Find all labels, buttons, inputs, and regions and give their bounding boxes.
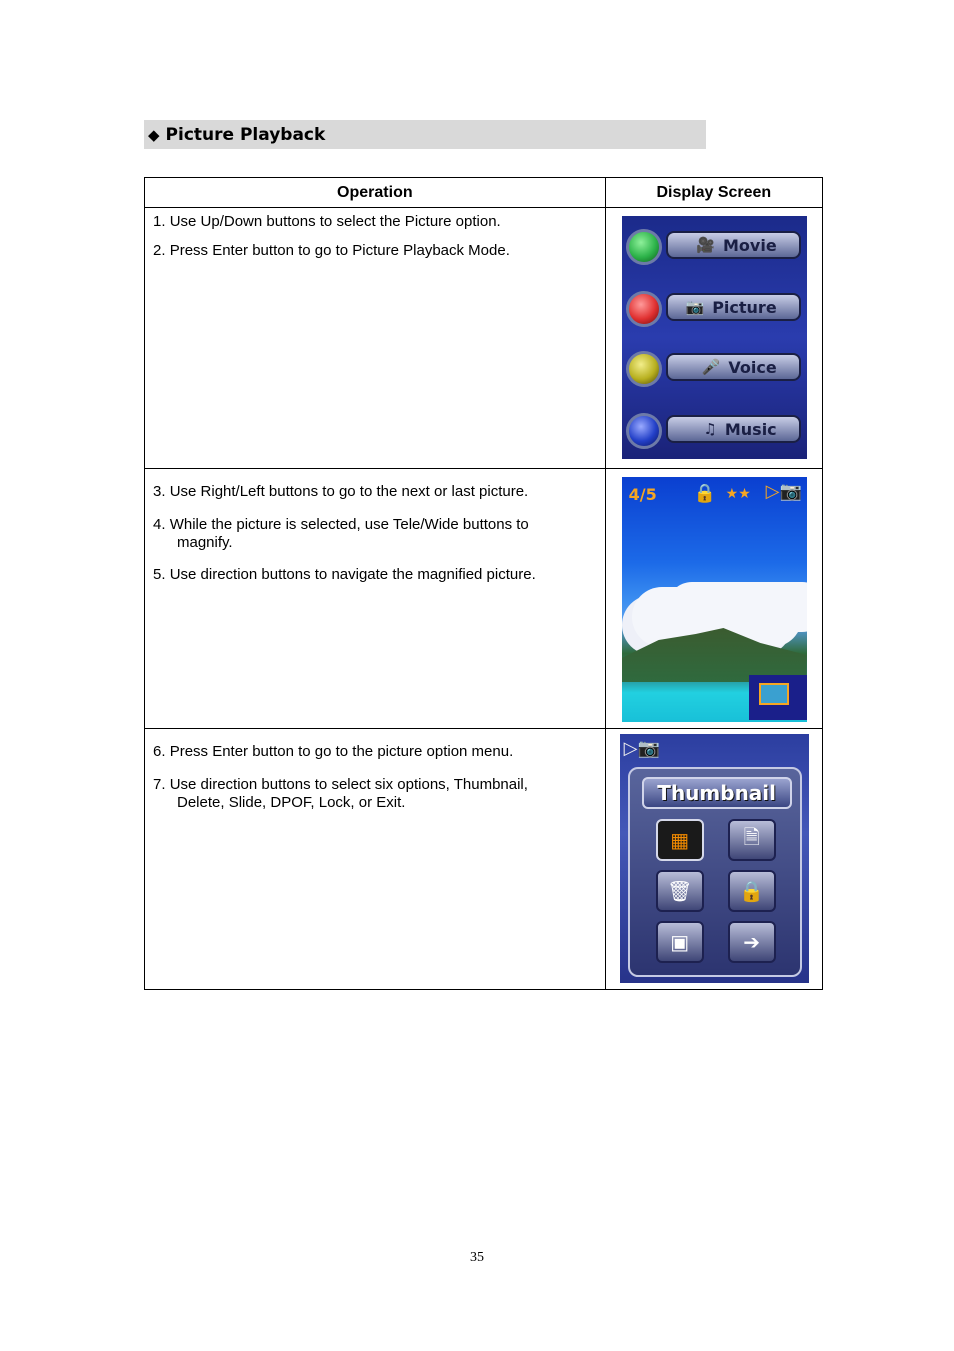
step-item: 7. Use direction buttons to select six options, Thumbnail, Delete, Slide, DPOF, Lock, or Exit.: [153, 776, 528, 811]
menu-label: Picture: [712, 297, 777, 317]
table-row: [145, 469, 823, 729]
menu-label: Music: [724, 419, 777, 439]
slideshow-icon: ▣: [670, 931, 690, 954]
menu-item-movie: [622, 221, 807, 267]
playback-mode-icon: ▷📷: [765, 481, 802, 501]
operation-cell: [145, 469, 606, 729]
option-title: Thumbnail: [642, 777, 792, 809]
lock-icon: 🔒: [739, 880, 765, 903]
status-ball-icon: [626, 291, 662, 327]
option-panel: [628, 767, 802, 977]
option-delete[interactable]: [656, 870, 704, 912]
picture-counter: 4/5: [628, 485, 657, 504]
step-item: 3. Use Right/Left buttons to go to the next or last picture.: [153, 483, 529, 500]
option-exit[interactable]: [728, 921, 776, 963]
camera-icon: 📷: [685, 298, 705, 316]
menu-item-voice: [622, 343, 807, 389]
microphone-icon: 🎤: [701, 358, 721, 376]
option-thumbnail[interactable]: [656, 819, 704, 861]
mode-menu-screen: [622, 216, 807, 459]
menu-item-picture: [622, 283, 807, 329]
status-ball-icon: [626, 413, 662, 449]
table-row: [145, 208, 823, 469]
menu-item-music: [622, 405, 807, 451]
display-screen-cell: [605, 208, 822, 469]
status-ball-icon: [626, 229, 662, 265]
step-item: 1. Use Up/Down buttons to select the Picture option.: [153, 213, 501, 230]
display-screen-cell: [605, 469, 822, 729]
header-display-screen: Display Screen: [605, 178, 822, 208]
operation-cell: [145, 729, 606, 990]
film-camera-icon: 🎥: [696, 236, 715, 254]
zoom-navigator: [749, 675, 807, 720]
header-operation: Operation: [145, 178, 606, 208]
table-header-row: [145, 178, 823, 208]
step-item: 5. Use direction buttons to navigate the magnified picture.: [153, 566, 536, 583]
lock-icon: 🔒: [693, 483, 717, 503]
playback-mode-icon: ▷📷: [623, 738, 660, 758]
diamond-bullet-icon: ◆: [148, 125, 160, 144]
dpof-stars-icon: ★★: [725, 485, 751, 501]
operation-table: [144, 177, 823, 990]
table-row: [145, 729, 823, 990]
step-item: 2. Press Enter button to go to Picture Playback Mode.: [153, 242, 510, 259]
thumbnail-grid-icon: ▦: [670, 829, 690, 852]
section-heading: [144, 120, 706, 149]
picture-playback-screen: [622, 477, 807, 722]
step-item: 4. While the picture is selected, use Tele/Wide buttons to magnify.: [153, 516, 529, 551]
display-screen-cell: [605, 729, 822, 990]
dpof-icon: 🗎: [743, 827, 760, 849]
operation-cell: [145, 208, 606, 469]
zoom-viewport-frame: [759, 683, 789, 705]
menu-label: Voice: [728, 357, 777, 377]
music-note-icon: ♫: [703, 420, 717, 438]
exit-door-icon: ➔: [743, 931, 761, 954]
section-title: Picture Playback: [165, 124, 326, 145]
option-lock[interactable]: [728, 870, 776, 912]
option-slide[interactable]: [656, 921, 704, 963]
step-item: 6. Press Enter button to go to the picture option menu.: [153, 743, 514, 760]
status-ball-icon: [626, 351, 662, 387]
picture-option-menu-screen: [620, 734, 809, 983]
page-number: 35: [470, 1250, 484, 1265]
menu-label: Movie: [722, 235, 777, 255]
option-dpof[interactable]: [728, 819, 776, 861]
trash-icon: 🗑: [666, 880, 693, 903]
